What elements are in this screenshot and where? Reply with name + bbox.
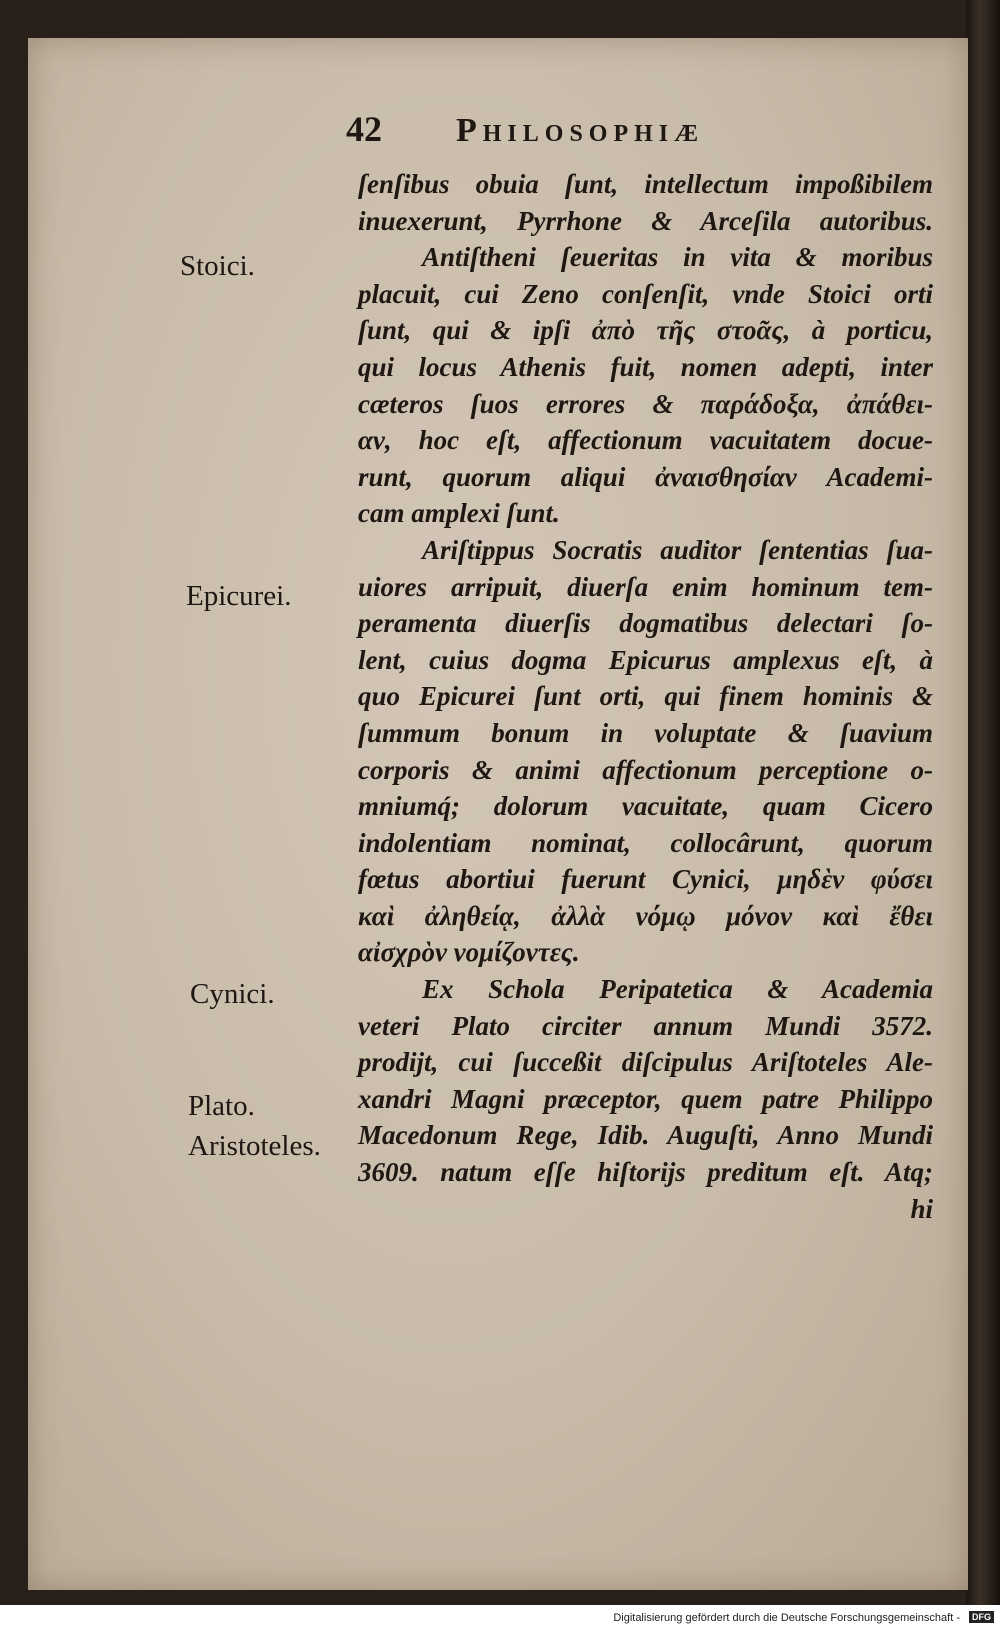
text-line: καὶ ἀληθείᾳ, ἀλλὰ νόμῳ μόνον καὶ ἔθει: [358, 900, 933, 931]
text-line: lent, cuius dogma Epicurus amplexus eſt, à: [358, 644, 933, 675]
text-line: ſummum bonum in voluptate & ſuavium: [358, 717, 933, 748]
book-page: [28, 38, 968, 1590]
running-title: Philosophiæ: [456, 112, 705, 149]
footer-credit: Digitalisierung gefördert durch die Deutsche Forschungsgemeinschaft -: [613, 1612, 960, 1624]
text-line: ſunt, qui & ipſi ἀπὸ τῆς στοᾶς, à porticu,: [358, 315, 933, 346]
text-line: qui locus Athenis fuit, nomen adepti, inter: [358, 351, 933, 382]
page-number: 42: [346, 109, 382, 149]
text-line: quo Epicurei ſunt orti, qui finem hominis &: [358, 681, 933, 712]
text-line: Ex Schola Peripatetica & Academia: [422, 974, 933, 1005]
page-header: [346, 108, 704, 150]
text-line: 3609. natum eſſe hiſtorijs preditum eſt. Atq;: [358, 1157, 933, 1188]
text-line: Antiſtheni ſeueritas in vita & moribus: [422, 242, 933, 273]
text-line: αν, hoc eſt, affectionum vacuitatem docue-: [358, 425, 933, 456]
text-line: peramenta diuerſis dogmatibus delectari ſo-: [358, 608, 933, 639]
margin-note-stoici: Stoici.: [180, 250, 255, 282]
text-line: indolentiam nominat, collocârunt, quorum: [358, 827, 933, 858]
text-line: veteri Plato circiter annum Mundi 3572.: [358, 1010, 933, 1041]
text-line: inuexerunt, Pyrrhone & Arceſila autoribus.: [358, 205, 933, 236]
text-line: uiores arripuit, diuerſa enim hominum tem-: [358, 571, 933, 602]
book-spine: [966, 0, 1000, 1605]
text-line: corporis & animi affectionum perceptione o-: [358, 754, 933, 785]
text-line: prodijt, cui ſucceßit diſcipulus Ariſtoteles Ale-: [358, 1047, 933, 1078]
digitization-footer: [0, 1605, 1000, 1630]
margin-note-plato: Plato.: [188, 1090, 255, 1122]
text-line: cæteros ſuos errores & παράδοξα, ἀπάθει-: [358, 388, 933, 419]
text-line: cam amplexi ſunt.: [358, 498, 560, 529]
text-line: runt, quorum aliqui ἀναισθησίαν Academi-: [358, 461, 933, 492]
text-line: Macedonum Rege, Idib. Auguſti, Anno Mundi: [358, 1120, 933, 1151]
text-line: Ariſtippus Socratis auditor ſententias ſua-: [422, 534, 933, 565]
margin-note-cynici: Cynici.: [190, 978, 275, 1010]
margin-note-epicurei: Epicurei.: [186, 580, 292, 612]
catchword: hi: [910, 1193, 933, 1224]
body-text: [358, 166, 933, 1227]
text-line: placuit, cui Zeno conſenſit, vnde Stoici orti: [358, 278, 933, 309]
text-line: ſenſibus obuia ſunt, intellectum impoßibilem: [358, 169, 933, 199]
text-line: αἰσχρὸν νομίζοντες.: [358, 937, 580, 968]
margin-note-aristoteles: Aristoteles.: [188, 1130, 321, 1162]
text-line: fœtus abortiui fuerunt Cynici, μηδὲν φύσει: [358, 864, 933, 895]
text-line: mniumq́; dolorum vacuitate, quam Cicero: [358, 791, 933, 822]
dfg-logo: DFG: [969, 1611, 994, 1623]
text-line: xandri Magni præceptor, quem patre Philippo: [358, 1083, 933, 1114]
